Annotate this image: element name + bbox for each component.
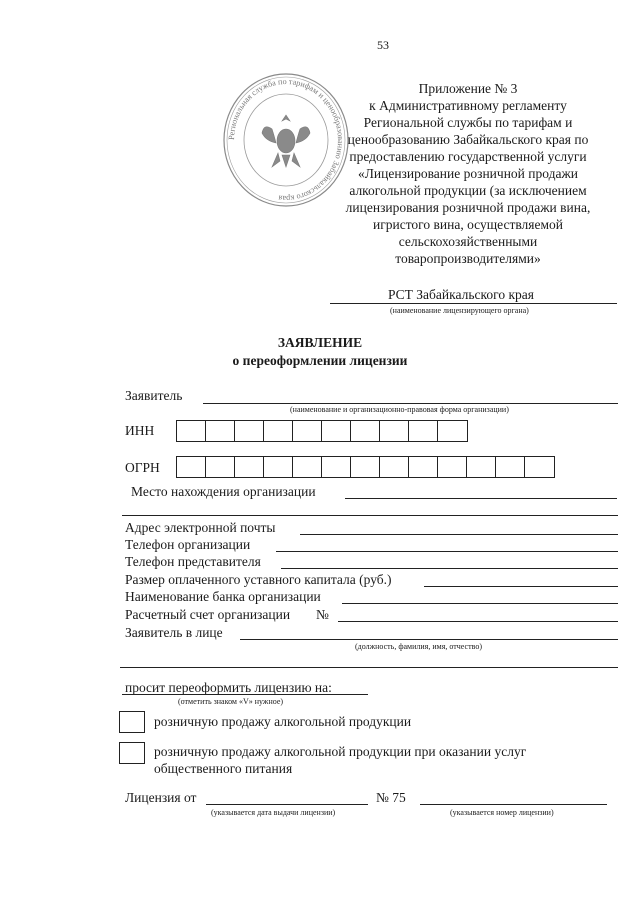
option-catering-checkbox[interactable] <box>119 742 145 764</box>
ogrn-cell[interactable] <box>467 457 496 477</box>
document-title: ЗАЯВЛЕНИЕ <box>277 335 363 350</box>
appendix-line: игристого вина, осуществляемой <box>372 217 563 232</box>
inn-cell[interactable] <box>293 421 322 441</box>
appendix-line: товаропроизводителями» <box>395 251 541 266</box>
ogrn-label: ОГРН <box>125 460 160 475</box>
capital-field[interactable] <box>424 586 618 587</box>
ogrn-cell[interactable] <box>380 457 409 477</box>
inn-cell[interactable] <box>235 421 264 441</box>
inn-cell[interactable] <box>206 421 235 441</box>
ogrn-cell[interactable] <box>496 457 525 477</box>
account-label: Расчетный счет организации <box>125 607 291 622</box>
request-note: (отметить знаком «V» нужное) <box>178 697 284 706</box>
inn-label: ИНН <box>125 423 155 438</box>
ogrn-cell[interactable] <box>525 457 554 477</box>
option-retail-checkbox[interactable] <box>119 711 145 733</box>
appendix-line: к Административному регламенту <box>369 98 567 113</box>
inn-cell[interactable] <box>264 421 293 441</box>
ogrn-cell[interactable] <box>409 457 438 477</box>
option-retail-label: розничную продажу алкогольной продукции <box>154 714 412 729</box>
location-label: Место нахождения организации <box>131 484 316 499</box>
account-number-sign: № <box>316 607 329 622</box>
eagle-emblem-icon <box>262 115 310 167</box>
appendix-line: «Лицензирование розничной продажи <box>357 166 579 181</box>
person-label: Заявитель в лице <box>125 625 223 640</box>
ogrn-cell[interactable] <box>322 457 351 477</box>
license-label: Лицензия от <box>125 790 197 805</box>
document-subtitle: о переоформлении лицензии <box>232 353 408 368</box>
licensing-body-note: (наименование лицензирующего органа) <box>390 306 529 315</box>
applicant-label: Заявитель <box>125 388 183 403</box>
ogrn-cell[interactable] <box>264 457 293 477</box>
email-field[interactable] <box>300 534 618 535</box>
license-date-note: (указывается дата выдачи лицензии) <box>211 808 336 817</box>
person-field[interactable] <box>240 639 618 640</box>
license-number-field[interactable] <box>420 804 607 805</box>
license-number-note: (указывается номер лицензии) <box>450 808 554 817</box>
inn-cell[interactable] <box>351 421 380 441</box>
bank-field[interactable] <box>342 603 618 604</box>
ogrn-cell[interactable] <box>438 457 467 477</box>
license-date-field[interactable] <box>206 804 368 805</box>
appendix-line: алкогольной продукции (за исключением <box>349 183 587 198</box>
inn-cell[interactable] <box>409 421 438 441</box>
org-phone-field[interactable] <box>276 551 618 552</box>
appendix-line: предоставлению государственной услуги <box>349 149 587 164</box>
email-label: Адрес электронной почты <box>125 520 276 535</box>
licensing-body-value: РСТ Забайкальского края <box>388 287 534 302</box>
org-phone-label: Телефон организации <box>125 537 251 552</box>
ogrn-cell[interactable] <box>235 457 264 477</box>
request-underline <box>122 694 368 695</box>
ogrn-cell[interactable] <box>206 457 235 477</box>
account-field[interactable] <box>338 621 618 622</box>
rep-phone-label: Телефон представителя <box>125 554 261 569</box>
person-note: (должность, фамилия, имя, отчество) <box>355 642 482 651</box>
page-number: 53 <box>377 38 389 52</box>
request-text: просит переоформить лицензию на: <box>125 680 332 695</box>
ogrn-cells[interactable] <box>176 456 555 478</box>
inn-cells[interactable] <box>176 420 468 442</box>
inn-cell[interactable] <box>380 421 409 441</box>
ogrn-cell[interactable] <box>351 457 380 477</box>
licensing-body-line <box>330 303 617 304</box>
seal-ring-text: Региональная служба по тарифам и ценообразованию Забайкальского края <box>226 76 346 204</box>
appendix-line: Приложение № 3 <box>418 81 518 96</box>
inn-cell[interactable] <box>177 421 206 441</box>
appendix-line: Региональной службы по тарифам и <box>363 115 573 130</box>
option-catering-label-2: общественного питания <box>154 761 293 776</box>
person-field-2[interactable] <box>120 667 618 668</box>
bank-label: Наименование банка организации <box>125 589 321 604</box>
ogrn-cell[interactable] <box>177 457 206 477</box>
capital-label: Размер оплаченного уставного капитала (руб.) <box>125 572 392 587</box>
option-catering-label: розничную продажу алкогольной продукции при оказании услуг <box>154 744 527 759</box>
appendix-line: сельскохозяйственными <box>398 234 538 249</box>
inn-cell[interactable] <box>322 421 351 441</box>
location-field[interactable] <box>345 498 617 499</box>
inn-cell[interactable] <box>438 421 467 441</box>
appendix-line: ценообразованию Забайкальского края по <box>347 132 589 147</box>
appendix-block <box>318 80 618 267</box>
ogrn-cell[interactable] <box>293 457 322 477</box>
applicant-note: (наименование и организационно-правовая форма организации) <box>290 405 509 414</box>
rep-phone-field[interactable] <box>281 568 618 569</box>
appendix-line: лицензирования розничной продажи вина, <box>345 200 591 215</box>
license-number-label: № 75 <box>376 790 406 805</box>
location-field-2[interactable] <box>122 515 618 516</box>
applicant-field[interactable] <box>203 403 618 404</box>
